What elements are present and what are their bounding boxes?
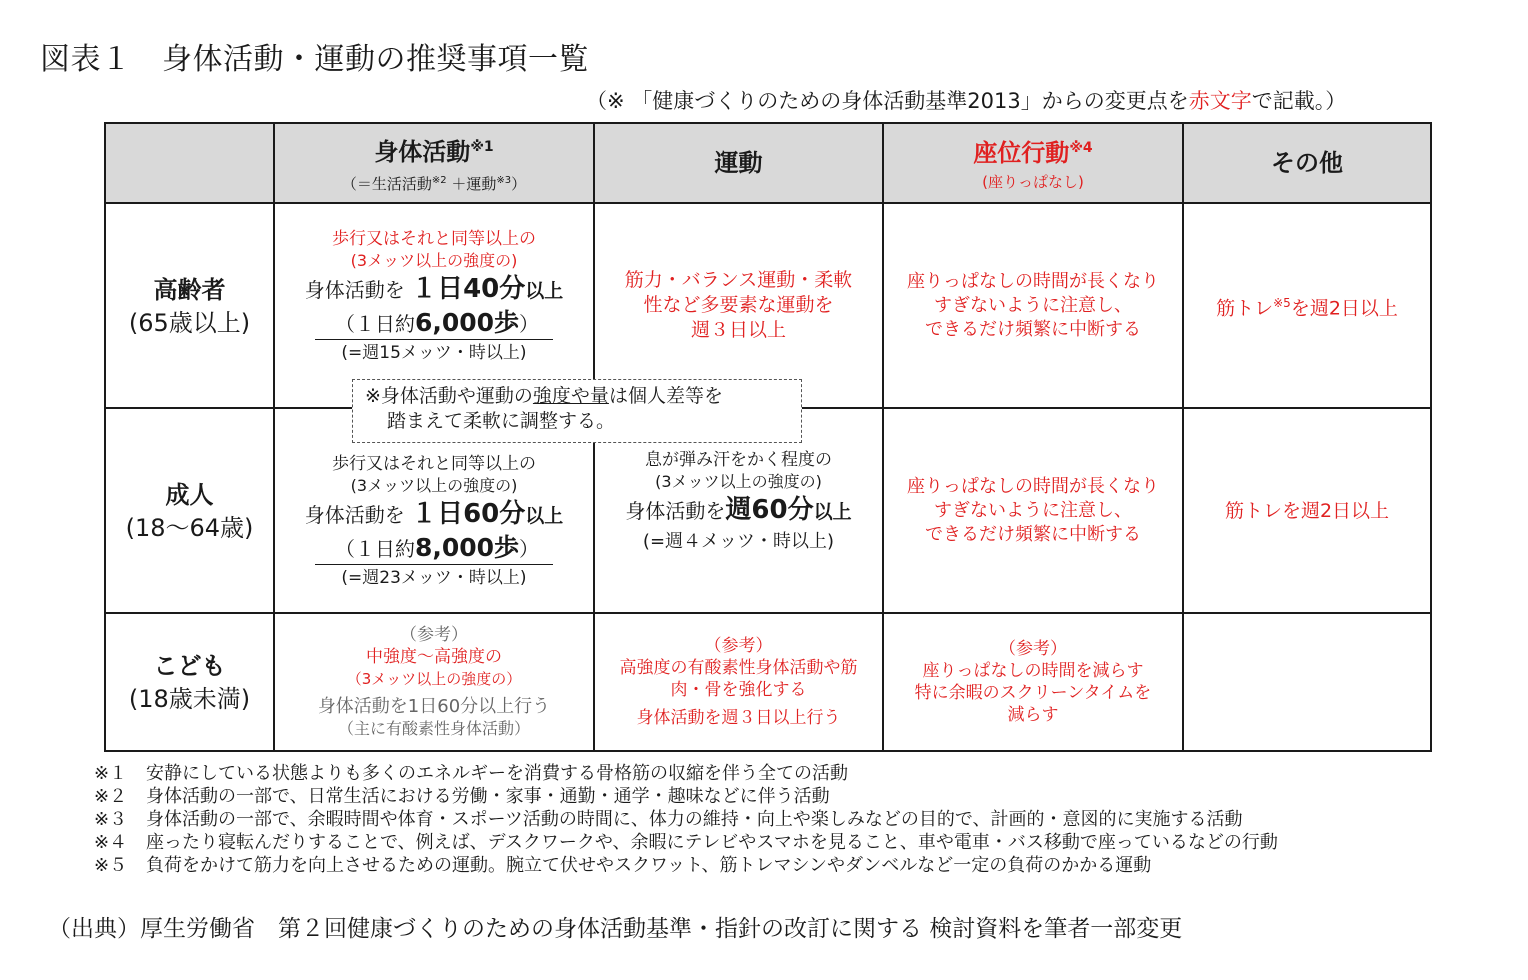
age-group: 成人	[165, 480, 214, 509]
age-group: こども	[153, 652, 226, 680]
footnotes	[94, 762, 1278, 877]
footnote-1: ※１ 安静にしている状態よりも多くのエネルギーを消費する骨格筋の収縮を伴う全ての活動	[94, 763, 848, 784]
children-exercise: （参考） 高強度の有酸素性身体活動や筋 肉・骨を強化する 身体活動を週３日以上行う	[595, 614, 884, 750]
children-other	[1184, 614, 1430, 750]
children-sedentary: （参考） 座りっぱなしの時間を減らす 特に余暇のスクリーンタイムを 減らす	[884, 614, 1184, 750]
header-physical-activity-label: 身体活動$^{※1}$	[374, 137, 494, 166]
reference-label: （参考）	[999, 639, 1067, 659]
header-sedentary-label: 座位行動$^{※4}$	[973, 139, 1093, 167]
age-group: 高齢者	[153, 275, 226, 304]
footnote-3: ※３ 身体活動の一部で、余暇時間や体育・スポーツ活動の時間に、体力の維持・向上や楽しみなどの目的で、計画的・意図的に実施する活動	[94, 809, 1243, 830]
change-note-suffix: で記載。）	[1251, 89, 1347, 113]
row-elderly-label	[106, 204, 275, 409]
age-range: (65歳以上)	[128, 308, 251, 337]
age-range: (18〜64歳)	[125, 513, 254, 542]
daily-steps: （１日約6,000歩）	[315, 308, 553, 340]
footnote-4: ※４ 座ったり寝転んだりすることで、例えば、デスクワークや、余暇にテレビやスマホを見ること、車や電車・バス移動で座っているなどの行動	[94, 832, 1278, 853]
children-physical-activity: （参考） 中強度〜高強度の （3メッツ以上の強度の） 身体活動を1日60分以上行う （主に有酸素性身体活動）	[275, 614, 595, 750]
elderly-sedentary: 座りっぱなしの時間が長くなり すぎないように注意し、 できるだけ頻繁に中断する	[884, 204, 1184, 409]
weekly-mets: (=週15メッツ・時以上)	[341, 343, 527, 363]
figure-title: 図表１ 身体活動・運動の推奨事項一覧	[40, 42, 589, 77]
weekly-mets: (=週４メッツ・時以上)	[642, 531, 835, 552]
footnote-5: ※５ 負荷をかけて筋力を向上させるための運動。腕立て伏せやスクワット、筋トレマシンやダンベルなど一定の負荷のかかる運動	[94, 855, 1152, 876]
daily-minutes: 身体活動を １日60分以上	[304, 499, 564, 529]
daily-minutes: 身体活動を １日40分以上	[304, 274, 564, 304]
header-sedentary-sub: (座りっぱなし)	[982, 173, 1084, 191]
header-exercise	[595, 124, 884, 204]
reference-label: （参考）	[400, 625, 468, 645]
header-physical-activity	[275, 124, 595, 204]
change-note	[586, 85, 1346, 115]
change-note-prefix: （※ 「健康づくりのための身体活動基準2013」からの変更点を	[586, 89, 1189, 113]
elderly-other: 筋トレ$^{※5}$を週2日以上	[1184, 204, 1430, 409]
header-other-label: その他	[1271, 149, 1343, 177]
weekly-minutes: 身体活動を週60分以上	[625, 495, 852, 525]
age-range: (18歳未満)	[128, 685, 251, 713]
adult-exercise: 息が弾み汗をかく程度の (3メッツ以上の強度の) 身体活動を週60分以上 (=週４メッツ・時以上)	[595, 409, 884, 614]
header-exercise-label: 運動	[714, 149, 763, 177]
header-other	[1184, 124, 1430, 204]
adult-other: 筋トレを週2日以上	[1184, 409, 1430, 614]
header-sedentary	[884, 124, 1184, 204]
weekly-mets: (=週23メッツ・時以上)	[341, 568, 527, 588]
footnote-2: ※２ 身体活動の一部で、日常生活における労働・家事・通勤・通学・趣味などに伴う活動	[94, 786, 830, 807]
individual-adjustment-callout: ※身体活動や運動の強度や量は個人差等を 踏まえて柔軟に調整する。	[352, 379, 802, 443]
row-adult-label	[106, 409, 275, 614]
change-note-red-text: 赤文字	[1188, 89, 1252, 113]
elderly-exercise: 筋力・バランス運動・柔軟 性など多要素な運動を 週３日以上	[595, 204, 884, 409]
elderly-physical-activity: 歩行又はそれと同等以上の (3メッツ以上の強度の) 身体活動を １日40分以上 （１日約6,000歩） (=週15メッツ・時以上)	[275, 204, 595, 409]
adult-physical-activity: 歩行又はそれと同等以上の (3メッツ以上の強度の) 身体活動を １日60分以上 （１日約8,000歩） (=週23メッツ・時以上)	[275, 409, 595, 614]
header-corner-cell	[106, 124, 275, 204]
daily-steps: （１日約8,000歩）	[315, 533, 553, 565]
header-physical-activity-sub: （＝生活活動$^{※2}$ ＋運動$^{※3}$）	[341, 174, 527, 193]
source-citation: （出典）厚生労働省 第２回健康づくりのための身体活動基準・指針の改訂に関する 検討資料を筆者一部変更	[48, 916, 1183, 942]
reference-label: （参考）	[704, 636, 773, 656]
adult-sedentary: 座りっぱなしの時間が長くなり すぎないように注意し、 できるだけ頻繁に中断する	[884, 409, 1184, 614]
row-children-label	[106, 614, 275, 750]
